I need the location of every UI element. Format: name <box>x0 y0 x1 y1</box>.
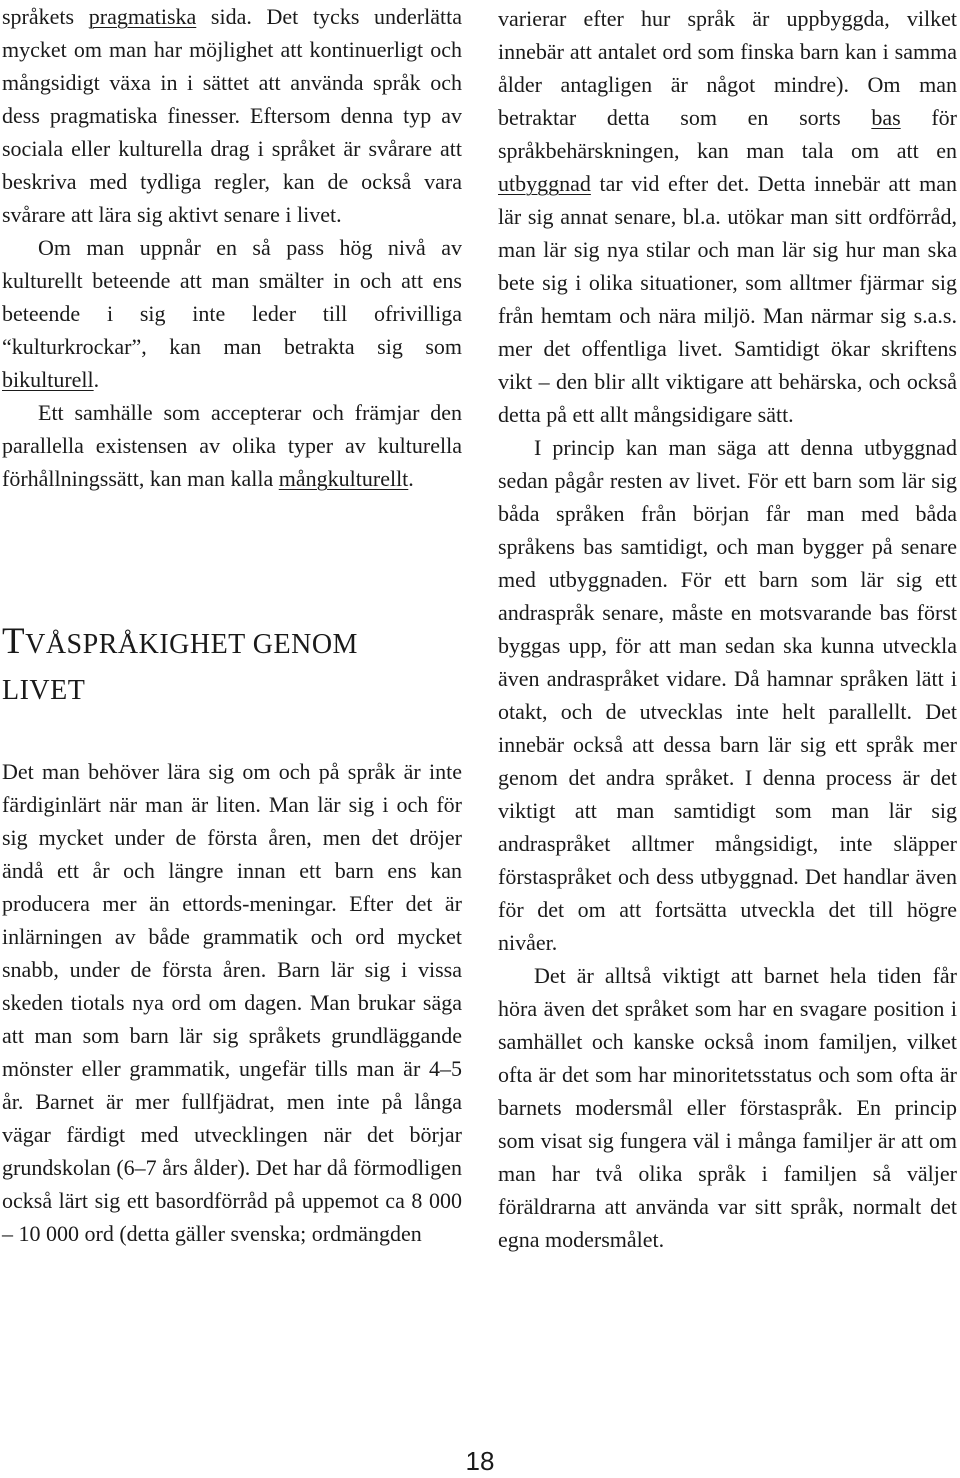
term-pragmatiska: pragmatiska <box>88 4 197 29</box>
text-run: . <box>93 367 100 392</box>
text-run: för språkbehärskningen, kan man tala om att en <box>498 105 957 163</box>
term-utbyggnad: utbyggnad <box>498 171 591 196</box>
text-run: . <box>408 466 414 491</box>
paragraph-bicultural <box>2 231 462 396</box>
paragraph-pragmatics <box>2 0 462 231</box>
paragraph-minority-language: Det är alltså viktigt att barnet hela tiden får höra även det språket som har en svagare position i samhället och kanske också inom familjen, vilket ofta är det som har minoritetsstatus och som ofta är barnets modersmål eller förstaspråk. En princip som visat sig fungera väl i många familjer är att om man har två olika språk i familjen så väljer föräldrarna att använda var sitt språk, normalt det egna modersmålet. <box>498 963 957 1252</box>
section-heading <box>2 619 462 714</box>
term-bikulturell: bikulturell <box>2 367 94 392</box>
text-run: varierar efter hur språk är uppbyggda, vilket innebär att antalet ord som finska barn kan i samma ålder antagligen är något mindre). Om man betraktar detta som en sorts <box>498 6 957 130</box>
text-run: Om man uppnår en så pass hög nivå av kulturellt beteende att man smälter in och att ens beteende i sig inte leder till ofrivilliga “kulturkrockar”, kan man betrakta sig som <box>2 235 462 359</box>
heading-initial: T <box>2 621 26 662</box>
paragraph-multicultural <box>2 396 462 495</box>
page-number: 18 <box>465 1446 495 1476</box>
paragraph-expansion-continues: I princip kan man säga att denna utbyggnad sedan pågår resten av livet. För ett barn som lär sig båda språken från början får man med båda språkens bas samtidigt, och man bygger på senare med utbyggnaden. För ett barn som lär sig ett andraspråk senare, måste en motsvarande bas först byggas upp, för att man sedan ska kunna utveckla även andraspråket vidare. Då hamnar språken lätt i otakt, och de utvecklas inte helt parallellt. Det innebär också att dessa barn lär sig ett språk mer genom det andra språket. I denna process är det viktigt att man samtidigt som man lär sig andraspråket alltmer mångsidigt, inte släpper förstaspråket och dess utbyggnad. Det handlar även för det om att fortsätta utveckla det till högre nivåer. <box>498 435 957 955</box>
text-run: tar vid efter det. Detta innebär att man lär sig annat senare, bl.a. utökar man sitt ordförråd, man lär sig nya stilar och man lär sig hur man ska bete sig i olika situationer, som alltmer fjärmar sig från hemtam och nära miljö. Man närmar sig s.a.s. mer det offentliga livet. Samtidigt ökar skriftens vikt – den blir allt viktigare att behärska, och också detta på ett allt mångsidigare sätt. <box>498 171 957 427</box>
paragraph-lifelong-learning: Det man behöver lära sig om och på språk är inte färdiginlärt när man är liten. Man lär sig i och för sig mycket under de första åren, men det dröjer ändå ett år och längre innan ett barn ens kan producera mer än ettords-meningar. Efter det är inlärningen av både grammatik och ord mycket snabb, under de första åren. Barn lär sig i vissa skeden tiotals nya ord om dagen. Man brukar säga att man som barn lär sig språkets grundläggande mönster eller grammatik, ungefär tills man är 4–5 år. Barnet är mer fullfjädrat, men inte på långa vägar färdigt med utvecklingen när det börjar grundskolan (6–7 års ålder). Det har då förmodligen också lärt sig ett basordförråd på uppemot ca 8 000 – 10 000 ord (detta gäller svenska; ordmängden <box>2 759 462 1246</box>
heading-line1: VÅSPRÅKIGHET GENOM <box>25 629 358 660</box>
heading-line2: LIVET <box>2 675 86 706</box>
left-column <box>2 0 462 1250</box>
text-run: språkets <box>2 4 89 29</box>
text-run: sida. Det tycks underlätta mycket om man har möjlighet att kontinuerligt och mångsidigt växa in i sättet att använda språk och dess pragmatiska finesser. Eftersom denna typ av sociala eller kulturella drag i språket är svårare att beskriva med tydliga regler, kan de också vara svårare att lära sig aktivt senare i livet. <box>2 4 462 227</box>
paragraph-base-expansion <box>498 2 957 431</box>
term-bas: bas <box>871 105 901 130</box>
term-mangkulturellt: mångkulturellt <box>278 466 409 491</box>
text-run: Ett samhälle som accepterar och främjar den parallella existensen av olika typer av kulturella förhållningssätt, kan man kalla <box>2 400 462 491</box>
right-column <box>498 2 957 1256</box>
